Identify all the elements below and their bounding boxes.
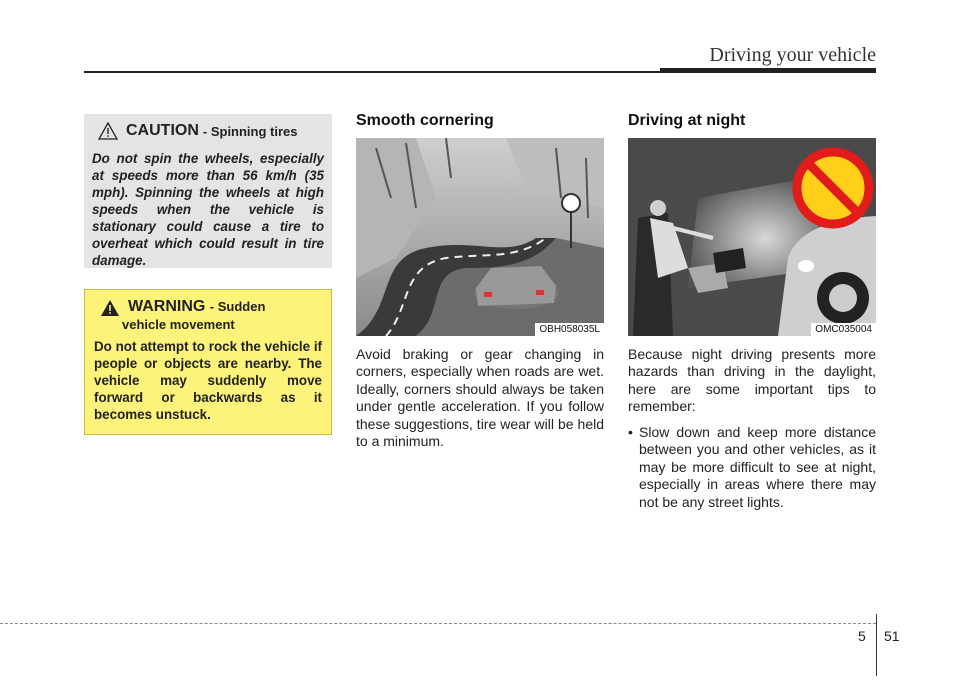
page-number: 51 — [884, 628, 900, 644]
warning-subtitle-line2: vehicle movement — [122, 317, 235, 332]
footer-rule — [0, 623, 876, 624]
snowy-road-image — [356, 138, 604, 336]
night-driving-illustration — [628, 138, 876, 336]
caution-triangle-icon — [98, 122, 118, 140]
caution-heading — [98, 122, 324, 140]
caution-title: CAUTION — [126, 122, 199, 139]
cornering-illustration — [356, 138, 604, 336]
header-rule-accent — [660, 68, 876, 73]
caution-text: Do not spin the wheels, especially at speeds more than 56 km/h (35 mph). Spinning the wheels at high speeds when the vehicle is stationary could cause a tire to overheat which could result in tire damage. — [92, 151, 324, 268]
caution-box — [84, 114, 332, 268]
smooth-cornering-heading: Smooth cornering — [356, 112, 494, 129]
warning-triangle-icon — [100, 299, 120, 317]
chapter-number: 5 — [858, 628, 866, 644]
warning-text: Do not attempt to rock the vehicle if people or objects are nearby. The vehicle may suddenly move forward or backwards as it becomes unstuck. — [94, 339, 322, 422]
driving-at-night-heading: Driving at night — [628, 112, 746, 129]
warning-box — [84, 289, 332, 435]
caution-subtitle: - Spinning tires — [202, 123, 298, 139]
page-number-divider — [876, 614, 877, 676]
running-header: Driving your vehicle — [709, 44, 876, 66]
warning-subtitle: - Sudden — [209, 299, 266, 314]
warning-heading — [100, 298, 322, 317]
warning-title: WARNING — [128, 298, 206, 315]
night-driving-intro: Because night driving presents more hazards than driving in the daylight, here are some important tips to remember: — [628, 346, 876, 415]
cornering-figure-code: OBH058035L — [535, 323, 604, 336]
night-tip-text: Slow down and keep more distance between you and other vehicles, as it may be more difficult to see at night, especially in areas where there may not be any street lights. — [639, 424, 876, 510]
night-tip-list-item — [628, 424, 876, 511]
night-driving-image — [628, 138, 876, 336]
night-figure-code: OMC035004 — [811, 323, 876, 336]
bullet-icon: • — [628, 424, 633, 440]
smooth-cornering-text: Avoid braking or gear changing in corners, especially when roads are wet. Ideally, corners should always be taken under gentle acceleration. If you follow these suggestions, tire wear will be held to a minimum. — [356, 346, 604, 450]
